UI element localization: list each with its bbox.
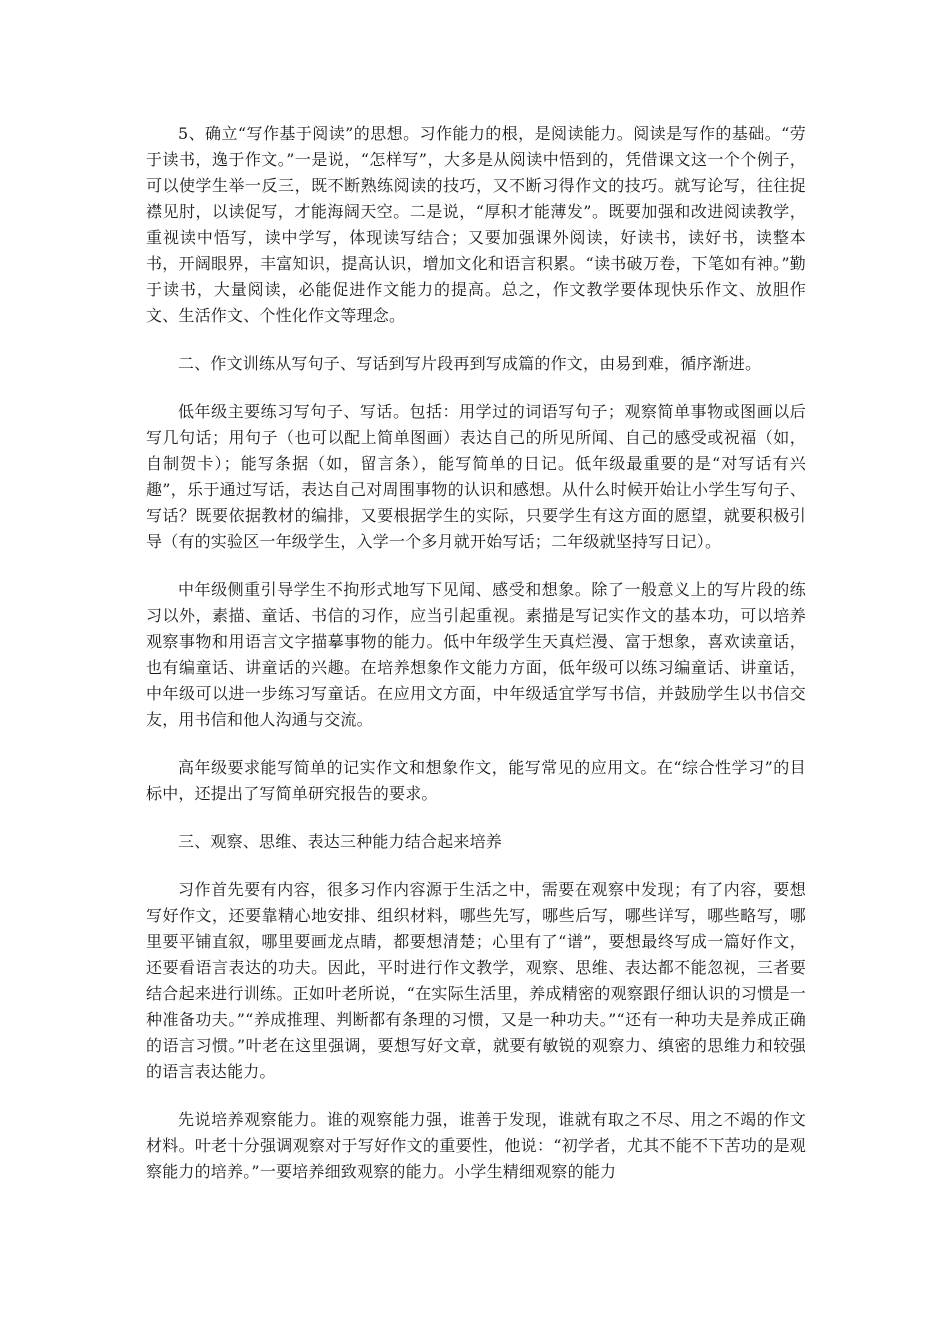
paragraph-upper-grade: 高年级要求能写简单的记实作文和想象作文，能写常见的应用文。在“综合性学习”的目标中，还提出了写简单研究报告的要求。: [146, 758, 806, 803]
paragraph-three-abilities: 习作首先要有内容，很多习作内容源于生活之中，需要在观察中发现；有了内容，要想写好作文，还要靠精心地安排、组织材料，哪些先写，哪些后写，哪些详写，哪些略写，哪里要平铺直叙，哪里要画龙点睛，都要想清楚；心里有了“谱”，要想最终写成一篇好作文，还要看语言表达的功夫。因此，平时进行作文教学，观察、思维、表达都不能忽视，三者要结合起来进行训练。正如叶老所说，“在实际生活里，养成精密的观察跟仔细认识的习惯是一种准备功夫。”“养成推理、判断都有条理的习惯，又是一种功夫。”“还有一种功夫是养成正确的语言习惯。”叶老在这里强调，要想写好文章，就要有敏锐的观察力、缜密的思维力和较强的语言表达能力。: [146, 880, 806, 1081]
paragraph-middle-grade: 中年级侧重引导学生不拘形式地写下见闻、感受和想象。除了一般意义上的写片段的练习以外，素描、童话、书信的习作，应当引起重视。素描是写记实作文的基本功，可以培养观察事物和用语言文字描摹事物的能力。低中年级学生天真烂漫、富于想象，喜欢读童话，也有编童话、讲童话的兴趣。在培养想象作文能力方面，低年级可以练习编童话、讲童话，中年级可以进一步练习写童话。在应用文方面，中年级适宜学写书信，并鼓励学生以书信交友，用书信和他人沟通与交流。: [146, 580, 806, 729]
document-body: [146, 121, 806, 1207]
section-heading-two: 二、作文训练从写句子、写话到写片段再到写成篇的作文，由易到难，循序渐进。: [178, 354, 762, 373]
paragraph-lower-grade: 低年级主要练习写句子、写话。包括：用学过的词语写句子；观察简单事物或图画以后写几句话；用句子（也可以配上简单图画）表达自己的所见所闻、自己的感受或祝福（如，自制贺卡）；能写条据（如，留言条），能写简单的日记。低年级最重要的是“对写话有兴趣”，乐于通过写话，表达自己对周围事物的认识和感想。从什么时候开始让小学生写句子、写话？既要依据教材的编排，又要根据学生的实际，只要学生有这方面的愿望，就要积极引导（有的实验区一年级学生，入学一个多月就开始写话；二年级就坚持写日记）。: [146, 402, 806, 551]
paragraph-reading-writing: 5、确立“写作基于阅读”的思想。习作能力的根，是阅读能力。阅读是写作的基础。“劳于读书，逸于作文。”一是说，“怎样写”，大多是从阅读中悟到的，凭借课文这一个个例子，可以使学生举一反三，既不断熟练阅读的技巧，又不断习得作文的技巧。就写论写，往往捉襟见肘，以读促写，才能海阔天空。二是说，“厚积才能薄发”。既要加强和改进阅读教学，重视读中悟写，读中学写，体现读写结合；又要加强课外阅读，好读书，读好书，读整本书，开阔眼界，丰富知识，提高认识，增加文化和语言积累。“读书破万卷，下笔如有神。”勤于读书，大量阅读，必能促进作文能力的提高。总之，作文教学要体现快乐作文、放胆作文、生活作文、个性化作文等理念。: [146, 124, 806, 325]
paragraph-observation: 先说培养观察能力。谁的观察能力强，谁善于发现，谁就有取之不尽、用之不竭的作文材料。叶老十分强调观察对于写好作文的重要性，他说：“初学者，尤其不能不下苦功的是观察能力的培养。”一要培养细致观察的能力。小学生精细观察的能力: [146, 1110, 806, 1181]
section-heading-three: 三、观察、思维、表达三种能力结合起来培养: [178, 832, 503, 851]
